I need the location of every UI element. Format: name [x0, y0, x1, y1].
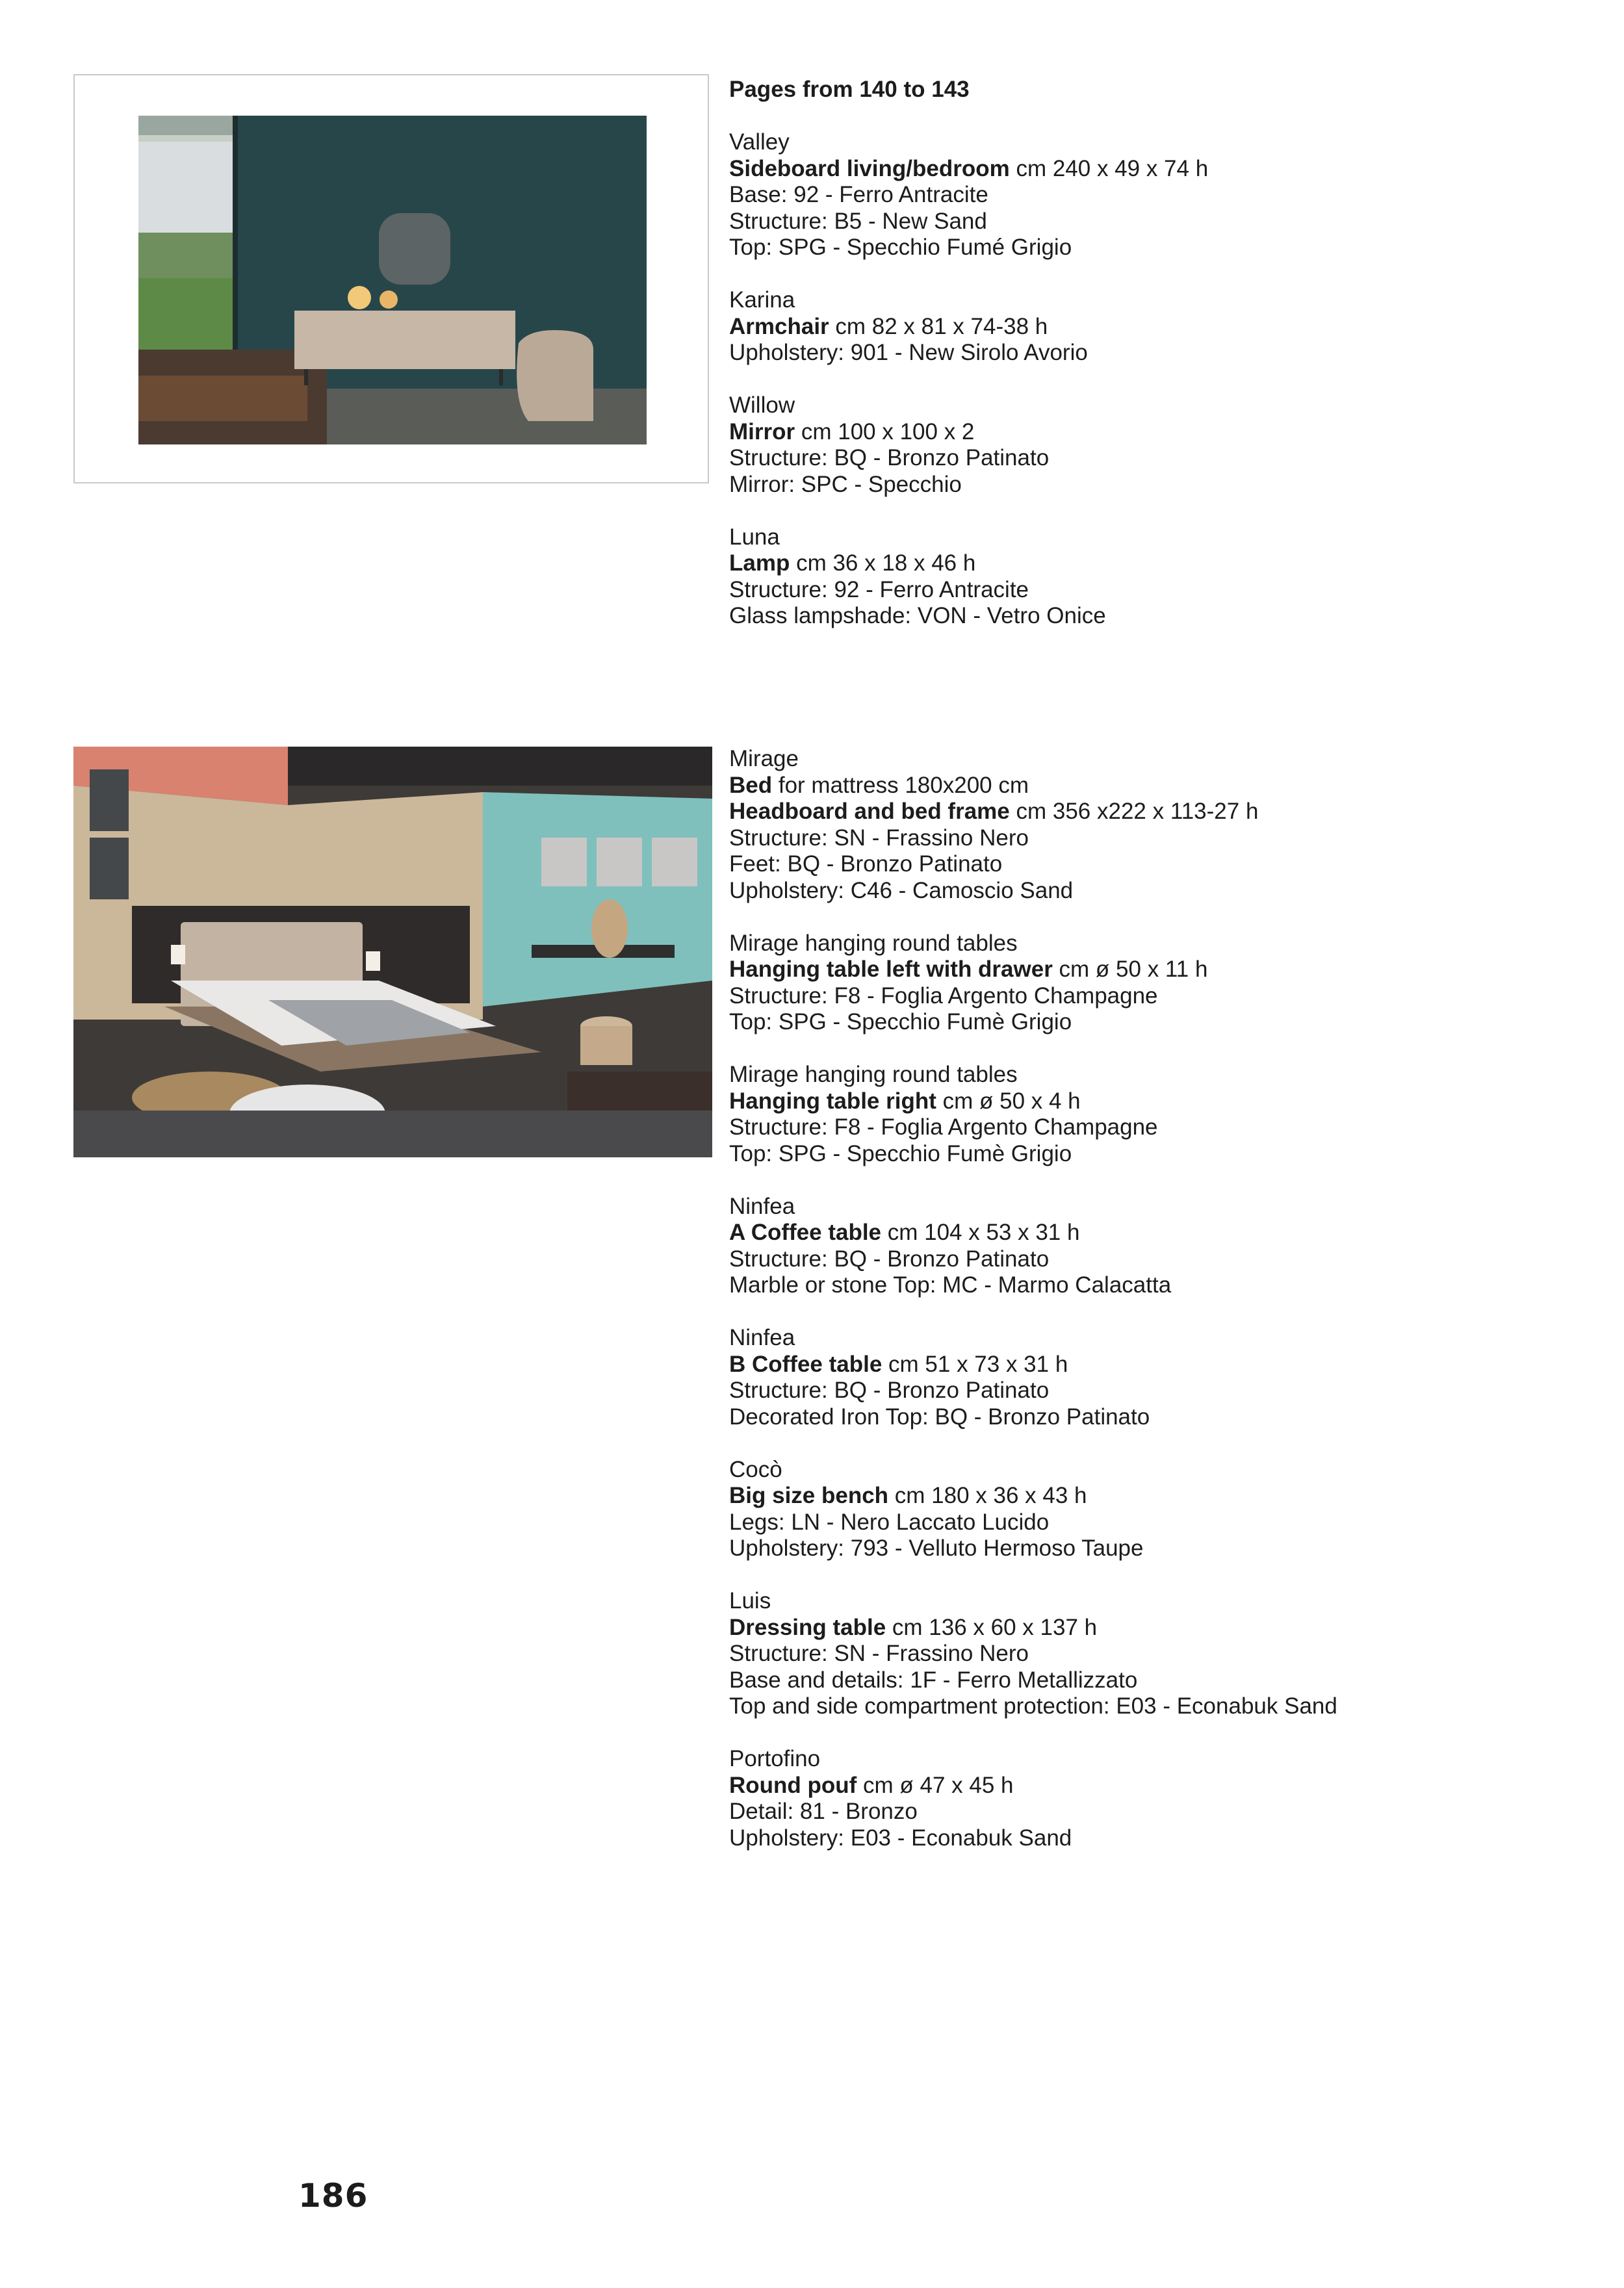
collection-name: Willow: [729, 392, 795, 418]
detail-line: Decorated Iron Top: BQ - Bronzo Patinato: [729, 1404, 1150, 1430]
detail-line: Upholstery: C46 - Camoscio Sand: [729, 877, 1074, 903]
detail-line: Structure: F8 - Foglia Argento Champagne: [729, 1114, 1158, 1140]
product-line: [729, 1615, 1593, 1641]
product-line: [729, 1088, 1593, 1115]
detail-line: Mirror: SPC - Specchio: [729, 471, 962, 497]
detail-line: Structure: 92 - Ferro Antracite: [729, 576, 1029, 602]
product-line: [729, 550, 1593, 577]
product-name: Sideboard living/bedroom: [729, 155, 1010, 181]
product-dims: cm ø 47 x 45 h: [857, 1772, 1014, 1798]
collection-name: Mirage hanging round tables: [729, 930, 1018, 956]
spec-block-top: [729, 77, 1593, 630]
product-dims: cm 100 x 100 x 2: [795, 418, 975, 444]
product-line: [729, 314, 1593, 341]
page-range-heading: Pages from 140 to 143: [729, 77, 970, 102]
product-line: [729, 1352, 1593, 1378]
product-name: Bed: [729, 772, 773, 798]
product-name: A Coffee table: [729, 1220, 882, 1245]
detail-line: Structure: F8 - Foglia Argento Champagne: [729, 983, 1158, 1009]
product-dims: cm 104 x 53 x 31 h: [881, 1220, 1080, 1245]
product-line: [729, 419, 1593, 446]
product-name: Round pouf: [729, 1772, 857, 1798]
collection-name: Luna: [729, 524, 780, 550]
product-line: [729, 1220, 1593, 1246]
page-number: 186: [298, 2177, 368, 2215]
photo-bedroom-mirage: [73, 747, 712, 1157]
detail-line: Structure: BQ - Bronzo Patinato: [729, 1378, 1050, 1403]
collection-name: Mirage hanging round tables: [729, 1062, 1018, 1087]
detail-line: Base and details: 1F - Ferro Metallizzato: [729, 1667, 1138, 1693]
detail-line: Glass lampshade: VON - Vetro Onice: [729, 603, 1106, 628]
detail-line: Structure: BQ - Bronzo Patinato: [729, 1246, 1050, 1272]
detail-line: Top and side compartment protection: E03 - Econabuk Sand: [729, 1693, 1337, 1719]
detail-line: Structure: B5 - New Sand: [729, 208, 987, 234]
product-name: B Coffee table: [729, 1351, 883, 1377]
detail-line: Top: SPG - Specchio Fumè Grigio: [729, 1009, 1072, 1035]
product-name: Dressing table: [729, 1614, 886, 1640]
product-name: Big size bench: [729, 1483, 889, 1508]
photo-bedroom-sideboard: [138, 116, 647, 444]
collection-name: Valley: [729, 129, 790, 155]
detail-line: Structure: BQ - Bronzo Patinato: [729, 445, 1050, 470]
detail-line: Upholstery: 793 - Velluto Hermoso Taupe: [729, 1536, 1144, 1561]
product-dims: cm 82 x 81 x 74-38 h: [829, 313, 1048, 339]
product-line: [729, 773, 1593, 799]
product-name: Hanging table right: [729, 1088, 936, 1114]
product-dims: cm 36 x 18 x 46 h: [790, 550, 976, 576]
bedroom-sideboard-illustration: [138, 116, 647, 444]
product-dims: cm 136 x 60 x 137 h: [886, 1614, 1098, 1640]
product-name: Lamp: [729, 550, 790, 576]
detail-line: Top: SPG - Specchio Fumé Grigio: [729, 235, 1072, 260]
collection-name: Portofino: [729, 1746, 821, 1771]
product-dims: cm ø 50 x 4 h: [936, 1088, 1081, 1114]
product-line: [729, 799, 1593, 825]
product-name: Mirror: [729, 418, 795, 444]
product-line: [729, 1483, 1593, 1510]
product-dims: cm 356 x222 x 113-27 h: [1009, 799, 1259, 824]
product-name: Hanging table left with drawer: [729, 957, 1053, 982]
collection-name: Mirage: [729, 746, 799, 771]
detail-line: Structure: SN - Frassino Nero: [729, 825, 1029, 851]
detail-line: Top: SPG - Specchio Fumè Grigio: [729, 1140, 1072, 1166]
product-dims: for mattress 180x200 cm: [772, 772, 1029, 798]
photo-frame-bedroom-sideboard: [73, 74, 709, 483]
detail-line: Marble or stone Top: MC - Marmo Calacatta: [729, 1272, 1172, 1298]
product-dims: cm 51 x 73 x 31 h: [882, 1351, 1068, 1377]
product-name: Armchair: [729, 313, 829, 339]
collection-name: Ninfea: [729, 1325, 795, 1350]
collection-name: Karina: [729, 287, 795, 313]
product-dims: cm 240 x 49 x 74 h: [1009, 155, 1209, 181]
collection-name: Luis: [729, 1588, 771, 1613]
product-line: [729, 1773, 1593, 1799]
detail-line: Detail: 81 - Bronzo: [729, 1799, 918, 1824]
product-dims: cm ø 50 x 11 h: [1052, 957, 1208, 982]
product-dims: cm 180 x 36 x 43 h: [888, 1483, 1087, 1508]
detail-line: Base: 92 - Ferro Antracite: [729, 182, 988, 207]
product-line: [729, 156, 1593, 183]
detail-line: Legs: LN - Nero Laccato Lucido: [729, 1509, 1050, 1535]
detail-line: Feet: BQ - Bronzo Patinato: [729, 851, 1003, 877]
bedroom-mirage-illustration: [73, 747, 712, 1157]
detail-line: Upholstery: E03 - Econabuk Sand: [729, 1825, 1072, 1851]
collection-name: Cocò: [729, 1456, 782, 1482]
product-line: [729, 957, 1593, 983]
detail-line: Upholstery: 901 - New Sirolo Avorio: [729, 340, 1088, 365]
detail-line: Structure: SN - Frassino Nero: [729, 1641, 1029, 1666]
spec-block-bottom: [729, 746, 1593, 1851]
product-name: Headboard and bed frame: [729, 799, 1010, 824]
collection-name: Ninfea: [729, 1193, 795, 1219]
